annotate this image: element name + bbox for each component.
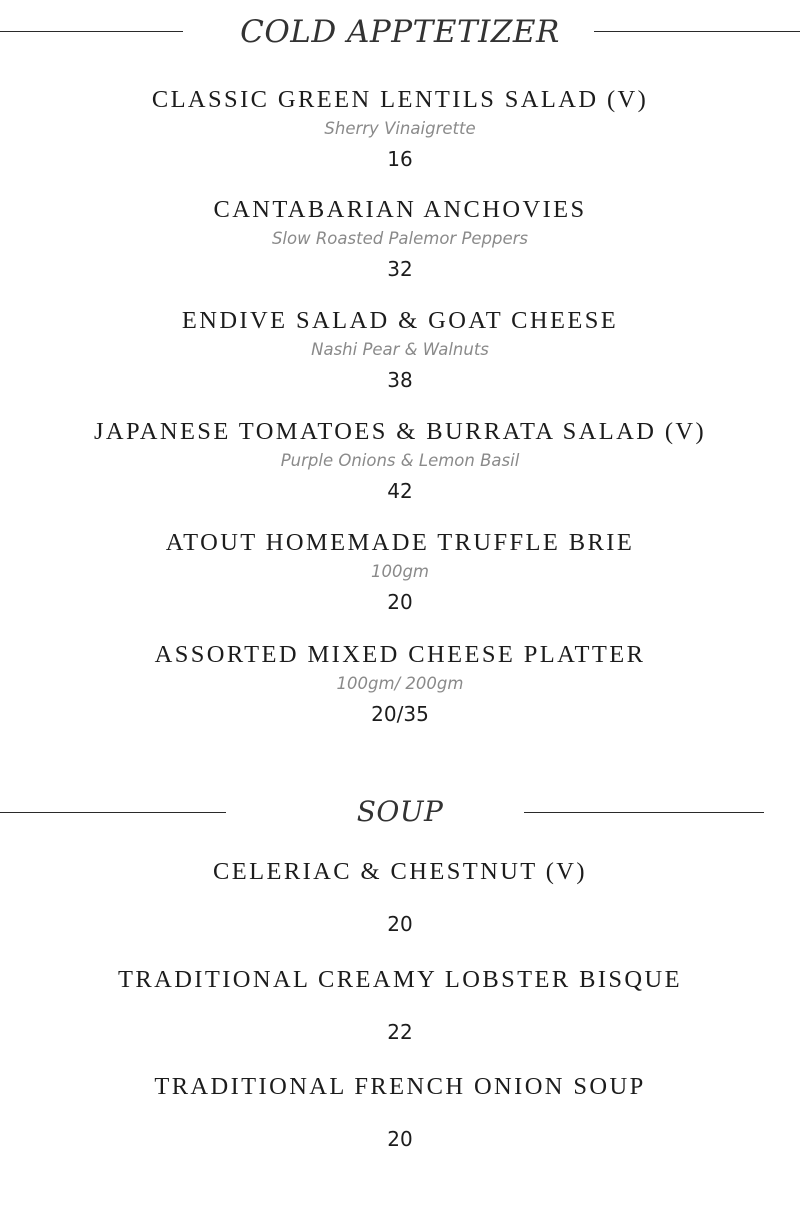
menu-item bbox=[0, 1073, 800, 1151]
item-description: 100gm/ 200gm bbox=[336, 674, 464, 693]
item-description: Sherry Vinaigrette bbox=[324, 119, 476, 138]
item-name: CLASSIC GREEN LENTILS SALAD (V) bbox=[151, 86, 649, 113]
item-name: CANTABARIAN ANCHOVIES bbox=[213, 196, 587, 223]
menu-item bbox=[0, 641, 800, 726]
divider-right bbox=[594, 31, 800, 32]
item-description: Nashi Pear & Walnuts bbox=[311, 340, 489, 359]
menu-item bbox=[0, 966, 800, 1044]
item-name: ASSORTED MIXED CHEESE PLATTER bbox=[154, 641, 646, 668]
section-header-soup bbox=[0, 790, 800, 830]
menu-item bbox=[0, 529, 800, 614]
menu-item bbox=[0, 418, 800, 503]
section-header-cold-appetizer bbox=[0, 10, 800, 50]
item-price: 20 bbox=[387, 1127, 413, 1151]
menu-item bbox=[0, 196, 800, 281]
section-title: SOUP bbox=[356, 795, 444, 828]
item-name: JAPANESE TOMATOES & BURRATA SALAD (V) bbox=[93, 418, 707, 445]
item-description: 100gm bbox=[370, 562, 430, 581]
section-title: COLD APPTETIZER bbox=[240, 14, 560, 50]
item-price: 42 bbox=[387, 479, 413, 503]
item-price: 22 bbox=[387, 1020, 413, 1044]
divider-right bbox=[524, 812, 764, 813]
menu-item bbox=[0, 86, 800, 171]
item-name: TRADITIONAL FRENCH ONION SOUP bbox=[154, 1073, 646, 1100]
item-name: ENDIVE SALAD & GOAT CHEESE bbox=[181, 307, 619, 334]
item-price: 32 bbox=[387, 257, 413, 281]
item-price: 20 bbox=[387, 590, 413, 614]
item-price: 20/35 bbox=[371, 702, 429, 726]
item-price: 16 bbox=[387, 147, 413, 171]
item-name: ATOUT HOMEMADE TRUFFLE BRIE bbox=[165, 529, 635, 556]
item-description: Slow Roasted Palemor Peppers bbox=[271, 229, 529, 248]
item-price: 38 bbox=[387, 368, 413, 392]
menu-item bbox=[0, 307, 800, 392]
item-name: TRADITIONAL CREAMY LOBSTER BISQUE bbox=[118, 966, 682, 993]
item-price: 20 bbox=[387, 912, 413, 936]
item-description: Purple Onions & Lemon Basil bbox=[280, 451, 520, 470]
menu-item bbox=[0, 858, 800, 936]
item-name: CELERIAC & CHESTNUT (V) bbox=[213, 858, 587, 885]
